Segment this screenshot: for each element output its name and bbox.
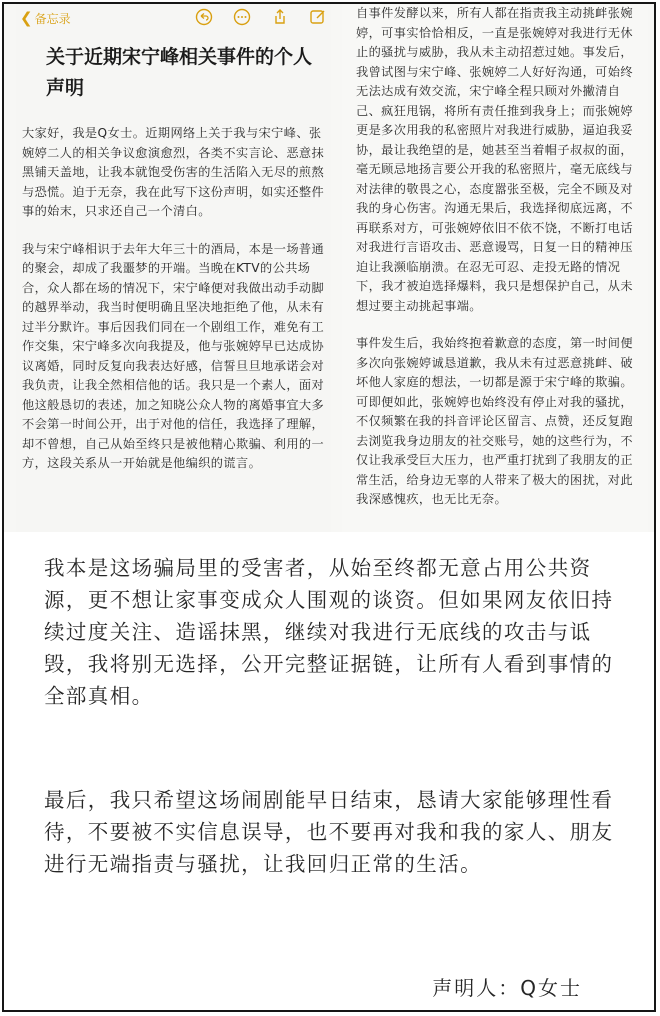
document-title: 关于近期宋宁峰相关事件的个人声明 — [46, 46, 313, 99]
paragraph: 自事件发酵以来，所有人都在指责我主动挑衅张婉婷，可事实恰恰相反，一直是张婉婷对我进行无休止的骚扰与威胁，我从未主动招惹过她。事发后，我曾试图与宋宁峰、张婉婷二人好好沟通，可始终无法达成有效交流，宋宁峰全程只顾对外撇清自己、疯狂甩锅，将所有责任推到我身上；而张婉婷更是多次用我的私密照片对我进行威胁，逼迫我妥协，最让我绝望的是，她甚至当着帽子叔叔的面，毫无顾忌地扬言要公开我的私密照片，毫无底线与对法律的敬畏之心，态度嚣张至极，完全不顾及对我的身心伤害。沟通无果后，我选择彻底远离，不再联系对方，可张婉婷依旧不依不饶，不断打电话对我进行言语攻击、恶意谩骂，日复一日的精神压迫让我濒临崩溃。在忍无可忍、走投无路的情况下，我才被迫选择爆料，我只是想保护自己，从未想过要主动挑起事端。 — [356, 6, 633, 313]
signature: 声明人：Q女士 — [432, 976, 582, 1000]
back-button[interactable] — [20, 10, 71, 27]
compose-icon[interactable] — [309, 8, 327, 26]
bottom-section — [4, 532, 654, 1010]
undo-icon[interactable] — [195, 8, 213, 26]
notes-toolbar — [16, 4, 331, 34]
paragraph: 大家好，我是Q女士。近期网络上关于我与宋宁峰、张婉婷二人的相关争议愈演愈烈，各类不实言论、恶意抹黑铺天盖地，让我本就饱受伤害的生活陷入无尽的煎熬与恐慌。迫于无奈，我在此写下这份声明，如实还整件事的始末，只求还自己一个清白。 — [22, 126, 325, 218]
right-column — [342, 4, 648, 532]
back-label: 备忘录 — [34, 12, 71, 26]
statement-image — [2, 2, 656, 1012]
share-icon[interactable] — [271, 8, 289, 26]
paragraph: 我与宋宁峰相识于去年大年三十的酒局，本是一场普通的聚会，却成了我噩梦的开端。当晚在KTV的公共场合，众人都在场的情况下，宋宁峰便对我做出动手动脚的越界举动，我当时便明确且坚决地拒绝了他，从未有过半分默许。事后因我们同在一个剧组工作，难免有工作交集，宋宁峰多次向我提及，他与张婉婷早已达成协议离婚，同时反复向我表达好感，信誓旦旦地承诺会对我负责，让我全然相信他的话。我只是一个素人，面对他这般恳切的表述，加之知晓公众人物的离婚事宜大多不会第一时间公开，出于对他的信任，我选择了理解，却不曾想，自己从始至终只是被他精心欺骗、利用的一方，这段关系从一开始就是他编织的谎言。 — [22, 241, 325, 470]
chevron-left-icon: ❮ — [20, 9, 33, 27]
paragraph: 事件发生后，我始终抱着歉意的态度，第一时间便多次向张婉婷诚恳道歉，我从未有过恶意挑衅、破坏他人家庭的想法，一切都是源于宋宁峰的欺骗。可即便如此，张婉婷也始终没有停止对我的骚扰，不仅频繁在我的抖音评论区留言、点赞，还反复跑去浏览我身边朋友的社交账号，她的这些行为，不仅让我承受巨大压力，也严重打扰到了我朋友的正常生活，给身边无辜的人带来了极大的困扰，对此我深感愧疚，也无比无奈。 — [356, 336, 633, 506]
left-column — [16, 4, 331, 532]
more-icon[interactable] — [233, 8, 251, 26]
paragraph: 我本是这场骗局里的受害者，从始至终都无意占用公共资源，更不想让家事变成众人围观的谈资。但如果网友依旧持续过度关注、造谣抹黑，继续对我进行无底线的攻击与诋毁，我将别无选择，公开完整证据链，让所有人看到事情的全部真相。 — [44, 556, 614, 708]
paragraph: 最后，我只希望这场闹剧能早日结束，恳请大家能够理性看待，不要被不实信息误导，也不要再对我和我的家人、朋友进行无端指责与骚扰，让我回归正常的生活。 — [44, 788, 614, 876]
